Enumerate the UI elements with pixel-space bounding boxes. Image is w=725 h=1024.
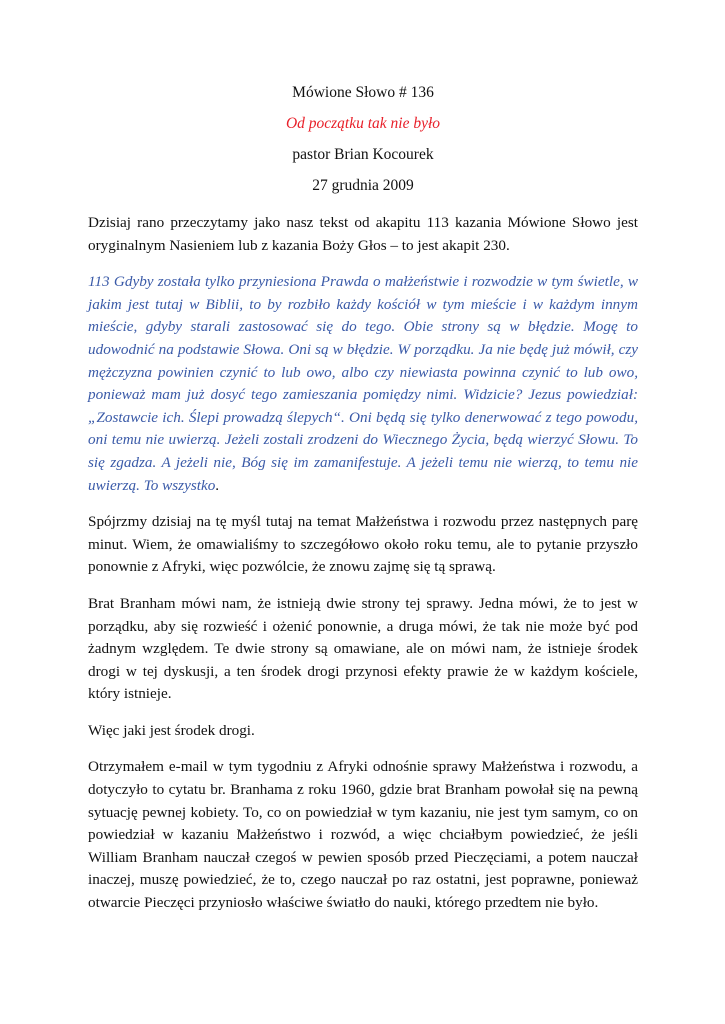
document-subtitle: Od początku tak nie było (285, 115, 441, 132)
quote-text: 113 Gdyby została tylko przyniesiona Prawda o małżeństwie i rozwodzie w tym świetle, w jakim jest tutaj w Biblii, to by rozbiło każdy kościół w tym mieście i w każdym innym mieście, gdyby starali zastosować się do tego. Obie strony są w błędzie. Mogę to udowodnić na podstawie Słowa. Oni są w błędzie. W porządku. Ja nie będę już mówił, czy mężczyzna powinien czynić to lub owo, albo czy niewiasta powinna czynić to lub owo, ponieważ mam już dosyć tego zamieszania pomiędzy nimi. Widzicie? Jezus powiedział: „Zostawcie ich. Ślepi prowadzą ślepych“. Oni będą się tylko denerwować z tego powodu, oni temu nie uwierzą. Jeżeli zostali zrodzeni do Wiecznego Życia, będą wierzyć Słowu. To się zgadza. A jeżeli nie, Bóg się im zamanifestuje. A jeżeli temu nie wierzą, to temu nie uwierzą. To wszystko (88, 273, 638, 494)
quote-paragraph (88, 271, 638, 497)
document-title: Mówione Słowo # 136 (292, 84, 434, 101)
quote-end-punct: . (215, 476, 220, 494)
document-page (88, 84, 638, 915)
paragraph-4: Więc jaki jest środek drogi. (88, 721, 255, 739)
paragraph-5: Otrzymałem e-mail w tym tygodniu z Afryki odnośnie sprawy Małżeństwa i rozwodu, a dotyczyło to cytatu br. Branhama z roku 1960, gdzie brat Branham powołał się na pewną sytuację pewnej kobiety. To, co on powiedział w tym kazaniu, nie jest tym samym, co on powiedział w kazaniu Małżeństwo i rozwód, a więc chciałbym powiedzieć, że jeśli William Branham nauczał czegoś w pewien sposób przed Pieczęciami, a potem nauczał inaczej, muszę powiedzieć, że to, czego nauczał po raz ostatni, jest poprawne, ponieważ otwarcie Pieczęci przyniosło właściwe światło do nauki, którego przedtem nie było. (88, 758, 638, 912)
intro-paragraph: Dzisiaj rano przeczytamy jako nasz tekst od akapitu 113 kazania Mówione Słowo jest oryginalnym Nasieniem lub z kazania Boży Głos – to jest akapit 230. (88, 214, 638, 254)
author-line: pastor Brian Kocourek (292, 146, 434, 163)
paragraph-3: Brat Branham mówi nam, że istnieją dwie strony tej sprawy. Jedna mówi, że to jest w porządku, aby się rozwieść i ożenić ponownie, a druga mówi, że tak nie może być pod żadnym względem. Te dwie strony są omawiane, ale on mówi nam, że istnieje środek drogi w tej dyskusji, a ten środek drogi przynosi efekty prawie że w każdym kościele, który istnieje. (88, 594, 638, 703)
date-line: 27 grudnia 2009 (312, 177, 414, 194)
paragraph-2: Spójrzmy dzisiaj na tę myśl tutaj na temat Małżeństwa i rozwodu przez następnych parę minut. Wiem, że omawialiśmy to szczegółowo około roku temu, ale to pytanie przyszło ponownie z Afryki, więc pozwólcie, że znowu zajmę się tą sprawą. (88, 513, 638, 576)
